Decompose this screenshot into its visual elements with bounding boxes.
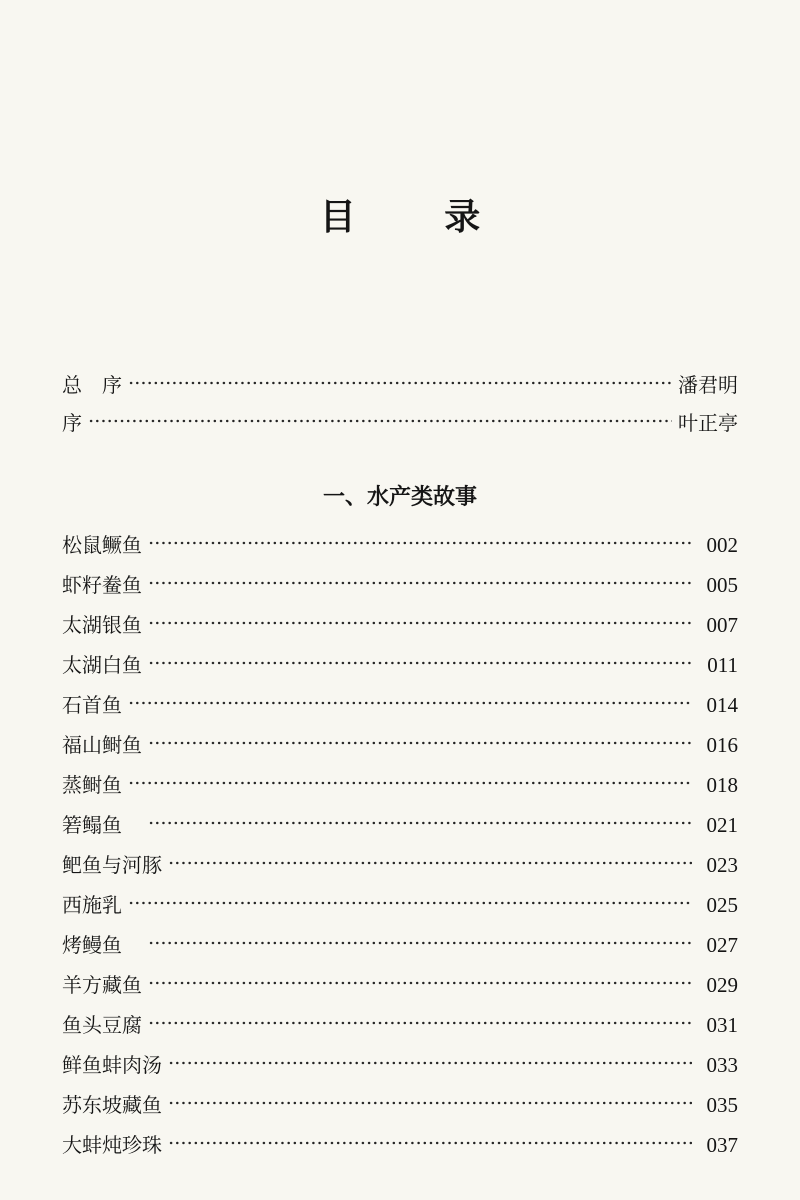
leader-dots: [148, 604, 692, 632]
toc-entry: [62, 604, 738, 637]
entry-title: 虾籽鲞鱼: [62, 573, 142, 597]
page-number: 033: [706, 1053, 738, 1077]
entry-title: 箬鳎鱼: [62, 813, 142, 837]
toc-entry: [62, 644, 738, 677]
toc-entry: [62, 844, 738, 877]
entry-title: 蒸鲥鱼: [62, 773, 122, 797]
leader-dots: [168, 1084, 692, 1112]
toc-entry: [62, 684, 738, 717]
page-number: 002: [706, 533, 738, 557]
entry-author: 潘君明: [678, 373, 738, 397]
page-number: 035: [706, 1093, 738, 1117]
entry-title: 福山鲥鱼: [62, 733, 142, 757]
section-heading: 一、水产类故事: [322, 484, 477, 510]
toc-entry: [62, 1084, 738, 1117]
leader-dots: [148, 524, 692, 552]
leader-dots: [128, 764, 692, 792]
leader-dots: [168, 844, 692, 872]
leader-dots: [148, 924, 692, 952]
toc-entry: [62, 524, 738, 557]
front-matter-entry: [62, 402, 738, 435]
page-number: 016: [706, 733, 738, 757]
leader-dots: [148, 964, 692, 992]
page-number: 007: [706, 613, 738, 637]
entry-title: 鱼头豆腐: [62, 1013, 142, 1037]
entry-title: 太湖白鱼: [62, 653, 142, 677]
toc-entry: [62, 804, 738, 837]
entry-title: 鲜鱼蚌肉汤: [62, 1053, 162, 1077]
page-title: 目 录: [319, 197, 519, 238]
entry-title: 西施乳: [62, 893, 122, 917]
leader-dots: [88, 402, 672, 430]
leader-dots: [168, 1044, 692, 1072]
leader-dots: [128, 684, 692, 712]
front-matter-entry: [62, 364, 738, 397]
leader-dots: [168, 1124, 692, 1152]
toc-entry: [62, 884, 738, 917]
toc-entry: [62, 1004, 738, 1037]
toc-entry: [62, 724, 738, 757]
page-number: 031: [706, 1013, 738, 1037]
toc-entry: [62, 964, 738, 997]
page-number: 037: [706, 1133, 738, 1157]
page-number: 014: [706, 693, 738, 717]
leader-dots: [148, 724, 692, 752]
leader-dots: [148, 564, 692, 592]
page-number: 029: [706, 973, 738, 997]
toc-entry: [62, 1044, 738, 1077]
page-number: 021: [706, 813, 738, 837]
entry-author: 叶正亭: [678, 411, 738, 435]
entry-title: 烤鳗鱼: [62, 933, 142, 957]
toc-entry: [62, 924, 738, 957]
entry-title: 鲃鱼与河豚: [62, 853, 162, 877]
page-number: 025: [706, 893, 738, 917]
entry-title: 石首鱼: [62, 693, 122, 717]
leader-dots: [128, 884, 692, 912]
entry-title: 太湖银鱼: [62, 613, 142, 637]
leader-dots: [148, 1004, 692, 1032]
leader-dots: [148, 804, 692, 832]
entry-title: 松鼠鳜鱼: [62, 533, 142, 557]
toc-entry: [62, 1124, 738, 1157]
leader-dots: [148, 644, 692, 672]
leader-dots: [128, 364, 672, 392]
page-number: 018: [706, 773, 738, 797]
entry-title: 苏东坡藏鱼: [62, 1093, 162, 1117]
page-number: 011: [707, 653, 738, 677]
toc-entry: [62, 764, 738, 797]
page-number: 027: [706, 933, 738, 957]
entry-title: 大蚌炖珍珠: [62, 1133, 162, 1157]
entry-title: 总 序: [62, 373, 122, 397]
entry-title: 羊方藏鱼: [62, 973, 142, 997]
page-number: 023: [706, 853, 738, 877]
entry-title: 序: [62, 411, 82, 435]
page-number: 005: [706, 573, 738, 597]
toc-entry: [62, 564, 738, 597]
